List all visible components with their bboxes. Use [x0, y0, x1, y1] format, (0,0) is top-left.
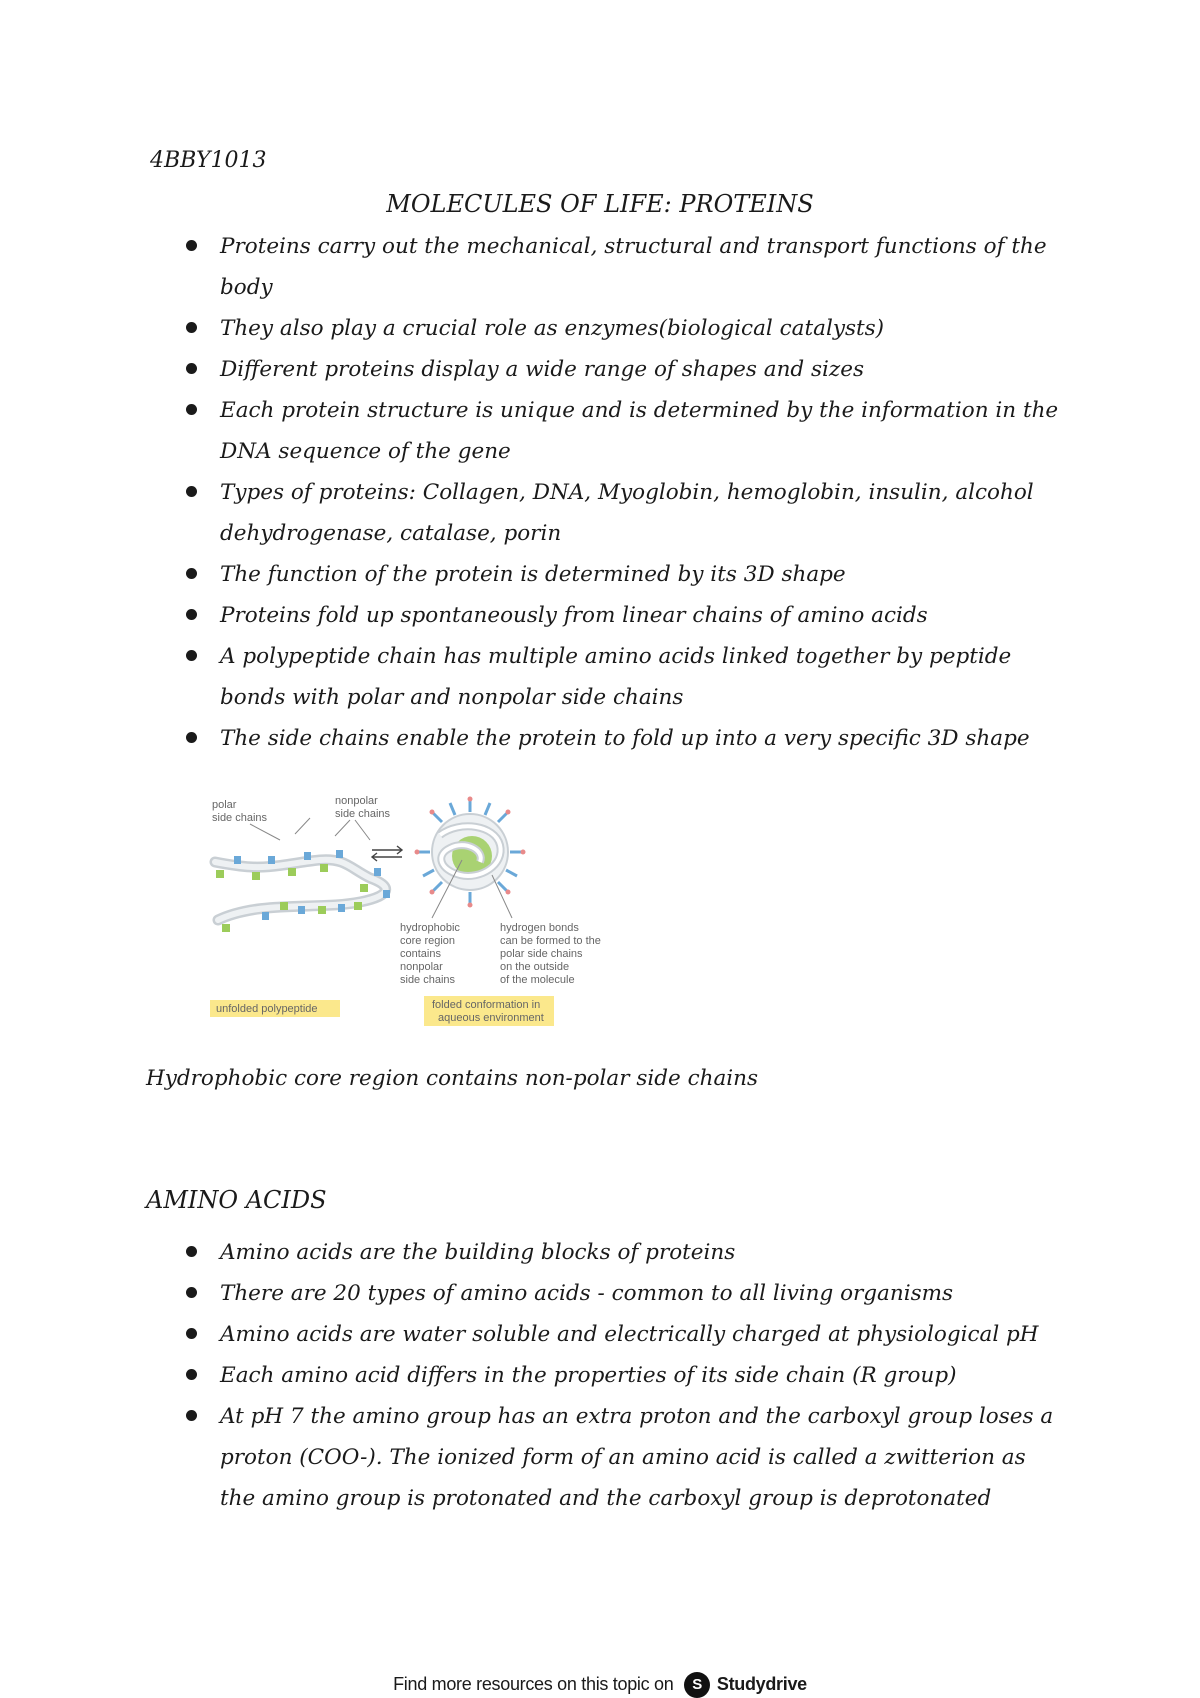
tag-folded-1: folded conformation in — [432, 999, 541, 1011]
list-item: They also play a crucial role as enzymes(biological catalysts) — [0, 308, 1060, 349]
list-item: Amino acids are water soluble and electrically charged at physiological pH — [0, 1314, 1060, 1355]
proteins-bullet-list — [0, 226, 1060, 759]
page-title: MOLECULES OF LIFE: PROTEINS — [386, 190, 814, 218]
tag-unfolded: unfolded polypeptide — [216, 1003, 318, 1015]
folded-protein — [415, 797, 526, 919]
course-code: 4BBY1013 — [150, 148, 267, 173]
label-polar: polar — [212, 799, 237, 811]
list-item: Proteins fold up spontaneously from linear chains of amino acids — [0, 595, 1060, 636]
label-polar-side-chains: side chains — [212, 812, 268, 824]
list-item: There are 20 types of amino acids - common to all living organisms — [0, 1273, 1060, 1314]
list-item: Types of proteins: Collagen, DNA, Myoglobin, hemoglobin, insulin, alcohol dehydrogenase, catalase, porin — [0, 472, 1060, 554]
label-nonpolar: nonpolar — [335, 795, 378, 807]
label-nonpolar-side-chains: side chains — [335, 808, 391, 820]
list-item: The side chains enable the protein to fold up into a very specific 3D shape — [0, 718, 1060, 759]
footer-text: Find more resources on this topic on — [393, 1673, 674, 1694]
label-hbonds-3: polar side chains — [500, 948, 583, 960]
nonpolar-side-chain-beads — [216, 864, 368, 932]
label-hbonds-1: hydrogen bonds — [500, 922, 579, 934]
studydrive-logo-icon[interactable]: S — [684, 1672, 710, 1698]
label-hydrophobic-3: contains — [400, 948, 441, 960]
list-item: Proteins carry out the mechanical, structural and transport functions of the body — [0, 226, 1060, 308]
label-hydrophobic-2: core region — [400, 935, 456, 947]
list-item: Each protein structure is unique and is determined by the information in the DNA sequence of the gene — [0, 390, 1060, 472]
label-hbonds-2: can be formed to the — [500, 935, 601, 947]
list-item: The function of the protein is determined by its 3D shape — [0, 554, 1060, 595]
tag-folded-2: aqueous environment — [438, 1012, 544, 1024]
section-title-amino-acids: AMINO ACIDS — [146, 1186, 327, 1214]
list-item: Different proteins display a wide range of shapes and sizes — [0, 349, 1060, 390]
figure-caption: Hydrophobic core region contains non-polar side chains — [146, 1066, 759, 1091]
studydrive-link[interactable]: Studydrive — [716, 1673, 807, 1694]
label-hbonds-4: on the outside — [500, 961, 570, 973]
list-item: Each amino acid differs in the properties of its side chain (R group) — [0, 1355, 1060, 1396]
label-hbonds-5: of the molecule — [500, 974, 575, 986]
list-item: A polypeptide chain has multiple amino acids linked together by peptide bonds with polar and nonpolar side chains — [0, 636, 1060, 718]
label-hydrophobic-4: nonpolar — [400, 961, 443, 973]
list-item: Amino acids are the building blocks of proteins — [0, 1232, 1060, 1273]
equilibrium-arrows-icon — [372, 846, 402, 861]
label-hydrophobic-1: hydrophobic — [400, 922, 460, 934]
footer — [0, 1672, 1200, 1698]
list-item: At pH 7 the amino group has an extra proton and the carboxyl group loses a proton (COO-). The ionized form of an amino acid is called a zwitterion as the amino group is protonated and the carboxyl group is deprotonated — [0, 1396, 1060, 1519]
label-hydrophobic-5: side chains — [400, 974, 456, 986]
amino-acids-bullet-list — [0, 1232, 1060, 1519]
protein-folding-figure — [200, 790, 660, 1040]
